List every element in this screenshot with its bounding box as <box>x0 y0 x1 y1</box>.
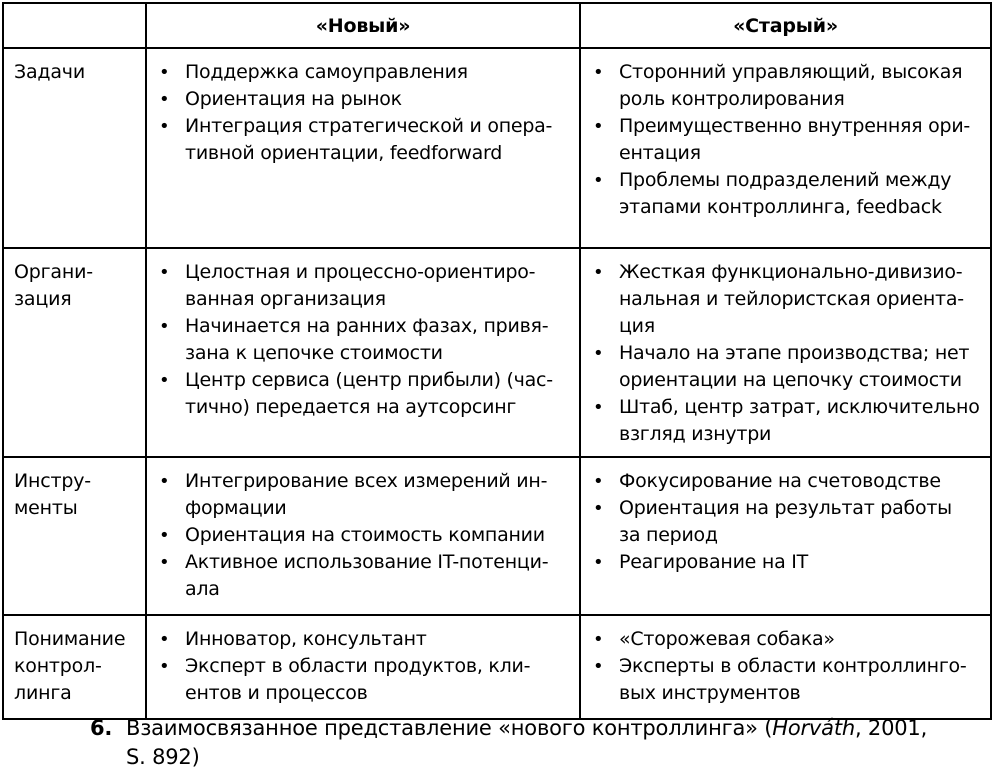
list-item <box>591 394 982 448</box>
bullet-list <box>581 249 990 456</box>
list-item-line: Ориентация на стоимость компании <box>185 524 545 546</box>
new-cell <box>146 615 580 719</box>
list-item-line: Ориентация на результат работы <box>619 497 952 519</box>
bullet-icon: • <box>593 397 604 418</box>
row-label-line: Понимание <box>14 628 126 650</box>
new-cell <box>146 248 580 457</box>
list-item-line: Целостная и процессно-ориентиро- <box>185 261 536 283</box>
comparison-table <box>2 2 992 720</box>
bullet-list <box>147 458 579 611</box>
old-cell <box>580 248 991 457</box>
list-item-line: Поддержка самоуправления <box>185 61 468 83</box>
new-cell <box>146 457 580 615</box>
list-item-line: роль контролирования <box>619 88 845 110</box>
row-label-line: Задачи <box>14 61 85 83</box>
list-item-line: Активное использование IT-потенци- <box>185 551 549 573</box>
list-item-line: Интеграция стратегической и опера- <box>185 115 553 137</box>
bullet-icon: • <box>593 170 604 191</box>
list-item-line: вых инструментов <box>619 682 801 704</box>
row-label-line: Органи- <box>14 261 93 283</box>
list-item-line: ция <box>619 315 655 337</box>
list-item-line: «Сторожевая собака» <box>619 628 835 650</box>
list-item-line: этапами контроллинга, feedback <box>619 196 942 218</box>
bullet-icon: • <box>593 656 604 677</box>
list-item-line: Проблемы подразделений между <box>619 169 952 191</box>
list-item-line: Ориентация на рынок <box>185 88 402 110</box>
list-item <box>157 367 571 421</box>
list-item-line: формации <box>185 497 287 519</box>
list-item-line: ентов и процессов <box>185 682 368 704</box>
list-item-line: ванная организация <box>185 288 386 310</box>
list-item-line: Сторонний управляющий, высокая <box>619 61 963 83</box>
list-item <box>591 259 982 340</box>
row-label-cell <box>3 248 146 457</box>
table-header-row <box>3 3 991 48</box>
bullet-icon: • <box>159 552 170 573</box>
list-item <box>157 468 571 522</box>
list-item-line: тично) передается на аутсорсинг <box>185 396 517 418</box>
bullet-icon: • <box>159 316 170 337</box>
row-label-cell <box>3 48 146 248</box>
list-item <box>591 340 982 394</box>
list-item <box>157 626 571 653</box>
bullet-list <box>147 49 579 175</box>
list-item-line: ориентации на цепочку стоимости <box>619 369 962 391</box>
bullet-icon: • <box>593 116 604 137</box>
row-label-line: менты <box>14 497 78 519</box>
header-corner <box>3 3 146 48</box>
list-item <box>157 259 571 313</box>
old-cell <box>580 615 991 719</box>
caption-line2: S. 892) <box>126 745 200 769</box>
list-item-line: Преимущественно внутренняя ори- <box>619 115 971 137</box>
list-item <box>591 468 982 495</box>
bullet-icon: • <box>593 262 604 283</box>
bullet-icon: • <box>593 343 604 364</box>
bullet-icon: • <box>159 262 170 283</box>
list-item <box>591 626 982 653</box>
old-cell <box>580 48 991 248</box>
list-item-line: ентация <box>619 142 701 164</box>
row-label-line: зация <box>14 288 72 310</box>
list-item-line: Инноватор, консультант <box>185 628 427 650</box>
bullet-list <box>581 49 990 229</box>
list-item-line: ала <box>185 578 220 600</box>
bullet-list <box>147 249 579 429</box>
list-item-line: взгляд изнутри <box>619 423 772 445</box>
bullet-icon: • <box>159 370 170 391</box>
table-row <box>3 48 991 248</box>
list-item <box>157 113 571 167</box>
bullet-icon: • <box>159 656 170 677</box>
list-item-line: Начало на этапе производства; нет <box>619 342 970 364</box>
list-item-line: Центр сервиса (центр прибыли) (час- <box>185 369 553 391</box>
table-row <box>3 615 991 719</box>
bullet-icon: • <box>159 525 170 546</box>
list-item <box>591 59 982 113</box>
list-item-line: за период <box>619 524 718 546</box>
bullet-icon: • <box>159 629 170 650</box>
list-item <box>591 549 982 576</box>
list-item <box>157 522 571 549</box>
caption-author: Horváth <box>772 716 855 740</box>
bullet-icon: • <box>159 471 170 492</box>
bullet-icon: • <box>159 62 170 83</box>
bullet-icon: • <box>593 62 604 83</box>
caption-text: Взаимосвязанное представление «нового контроллинга» ( <box>126 716 773 740</box>
figure-caption <box>90 714 990 772</box>
list-item <box>157 653 571 707</box>
table-row <box>3 248 991 457</box>
list-item-line: зана к цепочке стоимости <box>185 342 443 364</box>
list-item-line: Фокусирование на счетоводстве <box>619 470 941 492</box>
row-label-line: контрол- <box>14 655 102 677</box>
row-label-cell <box>3 615 146 719</box>
caption-number: 6. <box>90 716 113 740</box>
list-item-line: нальная и тейлористская ориента- <box>619 288 964 310</box>
list-item <box>157 313 571 367</box>
bullet-icon: • <box>593 552 604 573</box>
list-item-line: Эксперты в области контроллинго- <box>619 655 967 677</box>
bullet-icon: • <box>593 471 604 492</box>
old-cell <box>580 457 991 615</box>
bullet-icon: • <box>159 116 170 137</box>
list-item <box>591 653 982 707</box>
list-item-line: Интегрирование всех измерений ин- <box>185 470 548 492</box>
list-item-line: Штаб, центр затрат, исключительно <box>619 396 980 418</box>
bullet-list <box>581 458 990 584</box>
list-item-line: Жесткая функционально-дивизио- <box>619 261 963 283</box>
list-item <box>157 86 571 113</box>
list-item-line: Реагирование на IT <box>619 551 808 573</box>
bullet-icon: • <box>593 498 604 519</box>
row-label-line: линга <box>14 682 72 704</box>
list-item <box>591 167 982 221</box>
caption-year: , 2001, <box>854 716 928 740</box>
bullet-icon: • <box>159 89 170 110</box>
bullet-icon: • <box>593 629 604 650</box>
list-item <box>157 549 571 603</box>
table-row <box>3 457 991 615</box>
list-item <box>591 113 982 167</box>
bullet-list <box>147 616 579 715</box>
list-item-line: Начинается на ранних фазах, привя- <box>185 315 549 337</box>
list-item <box>591 495 982 549</box>
row-label-cell <box>3 457 146 615</box>
new-cell <box>146 48 580 248</box>
list-item-line: Эксперт в области продуктов, кли- <box>185 655 531 677</box>
list-item <box>157 59 571 86</box>
list-item-line: тивной ориентации, feedforward <box>185 142 503 164</box>
header-new: «Новый» <box>146 3 580 48</box>
row-label-line: Инстру- <box>14 470 91 492</box>
header-old: «Старый» <box>580 3 991 48</box>
bullet-list <box>581 616 990 715</box>
